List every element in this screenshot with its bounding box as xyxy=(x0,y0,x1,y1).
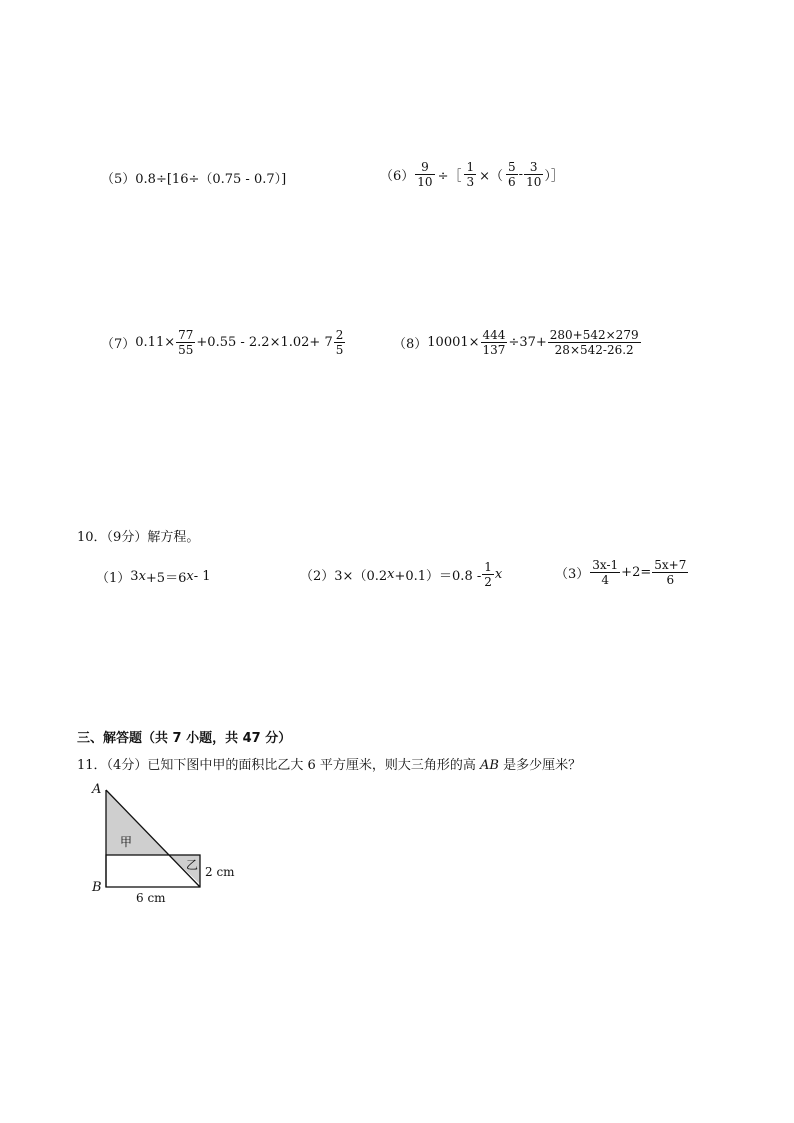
triangle-figure xyxy=(88,780,238,905)
label-a: A xyxy=(92,782,102,797)
problem-7-pre: 0.11× xyxy=(135,335,176,350)
fraction-1-2: $\frac{1}{2}$ xyxy=(484,560,492,589)
question-11-text xyxy=(77,758,581,774)
equation-3 xyxy=(555,558,689,587)
equation-1-label: （1） xyxy=(96,571,131,586)
equation-1-part: - 1 xyxy=(193,569,211,584)
equation-2-label: （2） xyxy=(300,569,335,584)
variable-x: x xyxy=(138,569,146,584)
equation-1-part: 3 xyxy=(130,569,139,584)
fraction-9-10: $\frac{9}{10}$ xyxy=(417,160,433,189)
segment-ab: AB xyxy=(479,758,499,773)
problem-8 xyxy=(393,328,642,357)
label-jia: 甲 xyxy=(120,835,133,849)
dimension-height: 2 cm xyxy=(205,865,235,879)
fraction-3-10: $\frac{3}{10}$ xyxy=(526,160,542,189)
problem-8-mid: ÷37+ xyxy=(508,335,547,350)
problem-7 xyxy=(101,328,346,357)
equation-2-part: 3×（0.2 xyxy=(334,569,388,584)
dimension-width: 6 cm xyxy=(136,891,166,905)
question-11-part: 11．（4分）已知下图中甲的面积比乙大 6 平方厘米，则大三角形的高 xyxy=(77,758,480,773)
question-10-header: 10．（9分）解方程。 xyxy=(77,530,200,545)
fraction-5-6: $\frac{5}{6}$ xyxy=(508,160,516,189)
equation-2-part: +0.1）＝0.8 - xyxy=(394,569,482,584)
fraction-2-5: $\frac{2}{5}$ xyxy=(335,328,344,357)
equation-2 xyxy=(300,560,502,589)
problem-5 xyxy=(101,172,286,188)
problem-8-label: （8） xyxy=(393,337,428,352)
variable-x: x xyxy=(494,567,503,582)
variable-x: x xyxy=(387,567,395,582)
problem-8-pre: 10001× xyxy=(427,335,480,350)
problem-7-label: （7） xyxy=(101,337,136,352)
fraction-444-137: $\frac{444}{137}$ xyxy=(482,328,506,357)
section-3-title: 三、解答题（共 7 小题，共 47 分） xyxy=(77,731,292,746)
problem-6 xyxy=(380,160,564,189)
variable-x: x xyxy=(186,569,194,584)
equation-1 xyxy=(96,567,210,586)
problem-7-mid: +0.55 - 2.2×1.02+ 7 xyxy=(196,335,333,350)
fraction-3x-1-4: $\frac{3x-1}{4}$ xyxy=(592,558,619,587)
fraction-1-3: $\frac{1}{3}$ xyxy=(466,160,475,189)
operator: ×（ xyxy=(479,169,504,184)
question-11-part: 是多少厘米？ xyxy=(498,758,582,773)
equation-3-label: （3） xyxy=(555,567,590,582)
label-b: B xyxy=(92,880,102,895)
equation-1-part: +5＝6 xyxy=(145,571,187,586)
problem-5-label: （5） xyxy=(101,172,136,187)
fraction-77-55: $\frac{77}{55}$ xyxy=(178,328,194,357)
fraction-big: $\frac{280+542\times 279}{28\times 542-26.2}$ xyxy=(549,328,639,357)
problem-5-expression: 0.8÷[16÷（0.75 - 0.7）] xyxy=(135,172,287,187)
operator: ）］ xyxy=(544,169,564,184)
operator: - xyxy=(518,167,524,182)
equation-3-part: +2= xyxy=(621,565,652,580)
fraction-5x-7-6: $\frac{5x+7}{6}$ xyxy=(654,558,687,587)
problem-6-label: （6） xyxy=(380,169,415,184)
label-yi: 乙 xyxy=(186,858,199,872)
operator: ÷［ xyxy=(437,169,462,184)
